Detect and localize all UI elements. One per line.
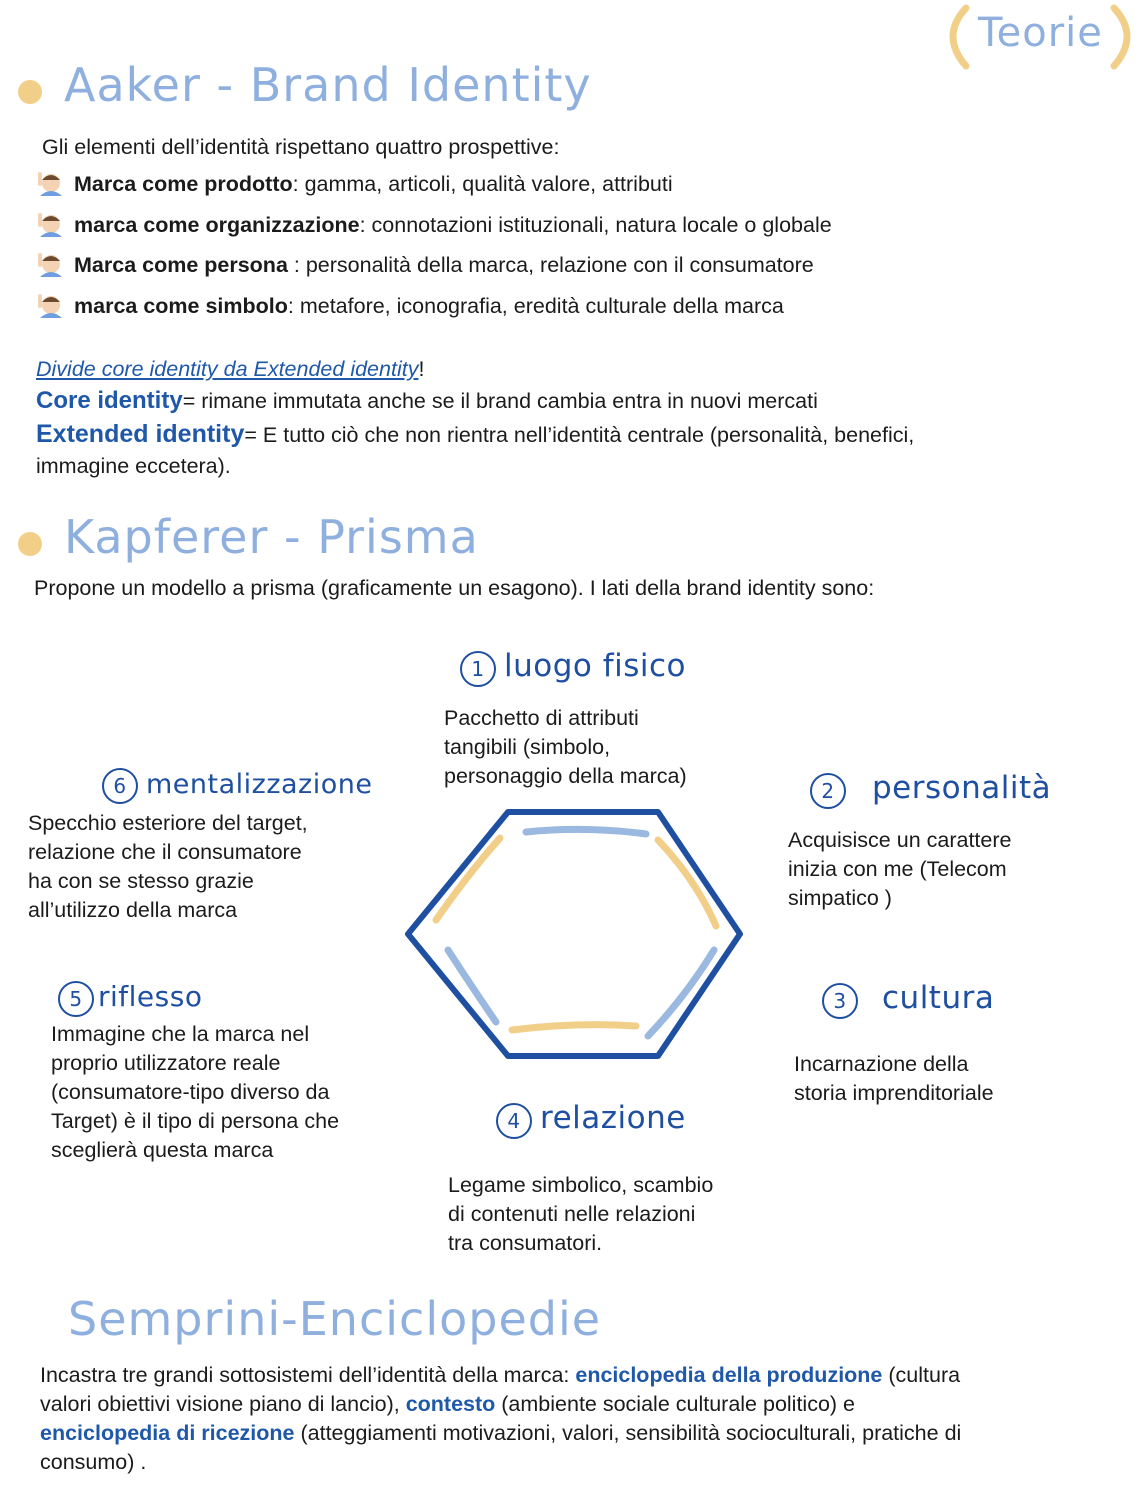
tag-teorie xyxy=(936,2,1142,72)
number-3-icon: 3 xyxy=(822,983,858,1019)
person-raising-hand-icon xyxy=(36,292,64,318)
aaker-title: Aaker - Brand Identity xyxy=(64,58,592,112)
side-3-desc: Incarnazione della storia imprenditoriale xyxy=(794,1052,994,1105)
aaker-item-bold: Marca come persona xyxy=(74,253,288,277)
aaker-item-rest: : metafore, iconografia, eredità culturale della marca xyxy=(287,294,784,318)
side-5-label: 5 riflesso xyxy=(58,980,202,1017)
semprini-line-3: enciclopedia di ricezione (atteggiamenti motivazioni, valori, sensibilità socioculturali, pratiche di xyxy=(40,1421,962,1445)
semprini-paragraph xyxy=(40,1361,1120,1477)
hexagon-outline xyxy=(408,812,740,1056)
hexagon-side-bottom xyxy=(512,1025,636,1030)
person-raising-hand-icon xyxy=(36,251,64,277)
semprini-line-2: valori obiettivi visione piano di lancio), contesto (ambiente sociale culturale politico) e xyxy=(40,1392,856,1416)
person-raising-hand-icon xyxy=(36,211,64,237)
person-raising-hand-icon xyxy=(36,170,64,196)
hexagon-side-top xyxy=(526,829,646,834)
semprini-line-1: Incastra tre grandi sottosistemi dell’identità della marca: enciclopedia della produzione (cultura xyxy=(40,1363,961,1387)
number-6-icon: 6 xyxy=(102,768,138,804)
side-2-label: 2 personalità xyxy=(810,770,1051,809)
side-2-desc: Acquisisce un carattere inizia con me (Telecom simpatico ) xyxy=(788,828,1012,910)
number-5-icon: 5 xyxy=(58,981,94,1017)
side-1-label: 1 luogo fisico xyxy=(460,648,686,687)
extended-identity-line xyxy=(36,420,914,450)
number-1-icon: 1 xyxy=(460,651,496,687)
divide-link[interactable]: Divide core identity da Extended identity xyxy=(36,357,419,381)
aaker-item-1 xyxy=(36,170,673,199)
prism-hexagon xyxy=(396,800,756,1070)
aaker-item-rest: : personalità della marca, relazione con il consumatore xyxy=(287,253,814,277)
side-1-desc: Pacchetto di attributi tangibili (simbolo, personaggio della marca) xyxy=(444,706,687,788)
side-4-desc: Legame simbolico, scambio di contenuti nelle relazioni tra consumatori. xyxy=(448,1173,714,1255)
ext-def-1: = E tutto ciò che non rientra nell’identità centrale (personalità, benefici, xyxy=(244,423,915,447)
aaker-item-2 xyxy=(36,211,832,240)
side-4-label: 4 relazione xyxy=(496,1100,686,1139)
bullet-dot xyxy=(18,532,42,556)
side-3-label: 3 cultura xyxy=(822,980,994,1019)
aaker-item-rest: : connotazioni istituzionali, natura locale o globale xyxy=(359,213,832,237)
core-term: Core identity xyxy=(36,387,183,414)
kapferer-intro: Propone un modello a prisma (graficamente un esagono). I lati della brand identity sono: xyxy=(34,576,875,600)
number-4-icon: 4 xyxy=(496,1103,532,1139)
semprini-title: Semprini-Enciclopedie xyxy=(68,1292,602,1346)
bullet-dot xyxy=(18,80,42,104)
aaker-item-bold: Marca come prodotto xyxy=(74,172,293,196)
aaker-item-bold: marca come organizzazione xyxy=(74,213,360,237)
side-5-desc: Immagine che la marca nel proprio utilizzatore reale (consumatore-tipo diverso da Target) è il tipo di persona che sceglierà questa marca xyxy=(51,1022,340,1162)
number-2-icon: 2 xyxy=(810,773,846,809)
aaker-divide xyxy=(36,355,424,384)
core-identity-line xyxy=(36,386,818,416)
hexagon-side-top-left xyxy=(436,838,500,920)
aaker-item-3 xyxy=(36,251,814,280)
tag-text: Teorie xyxy=(978,10,1103,56)
core-def: = rimane immutata anche se il brand cambia entra in nuovi mercati xyxy=(182,389,818,413)
side-6-desc: Specchio esteriore del target, relazione che il consumatore ha con se stesso grazie all’utilizzo della marca xyxy=(28,811,308,922)
extended-identity-line-2: immagine eccetera). xyxy=(36,454,231,478)
semprini-line-4: consumo) . xyxy=(40,1450,147,1474)
kapferer-title: Kapferer - Prisma xyxy=(64,510,479,564)
divide-end: ! xyxy=(418,357,425,381)
aaker-item-rest: : gamma, articoli, qualità valore, attributi xyxy=(292,172,673,196)
side-6-label: 6 mentalizzazione xyxy=(102,768,372,804)
aaker-intro: Gli elementi dell’identità rispettano quattro prospettive: xyxy=(42,135,560,159)
ext-term: Extended identity xyxy=(36,420,245,448)
aaker-item-4 xyxy=(36,292,784,321)
aaker-item-bold: marca come simbolo xyxy=(74,294,288,318)
